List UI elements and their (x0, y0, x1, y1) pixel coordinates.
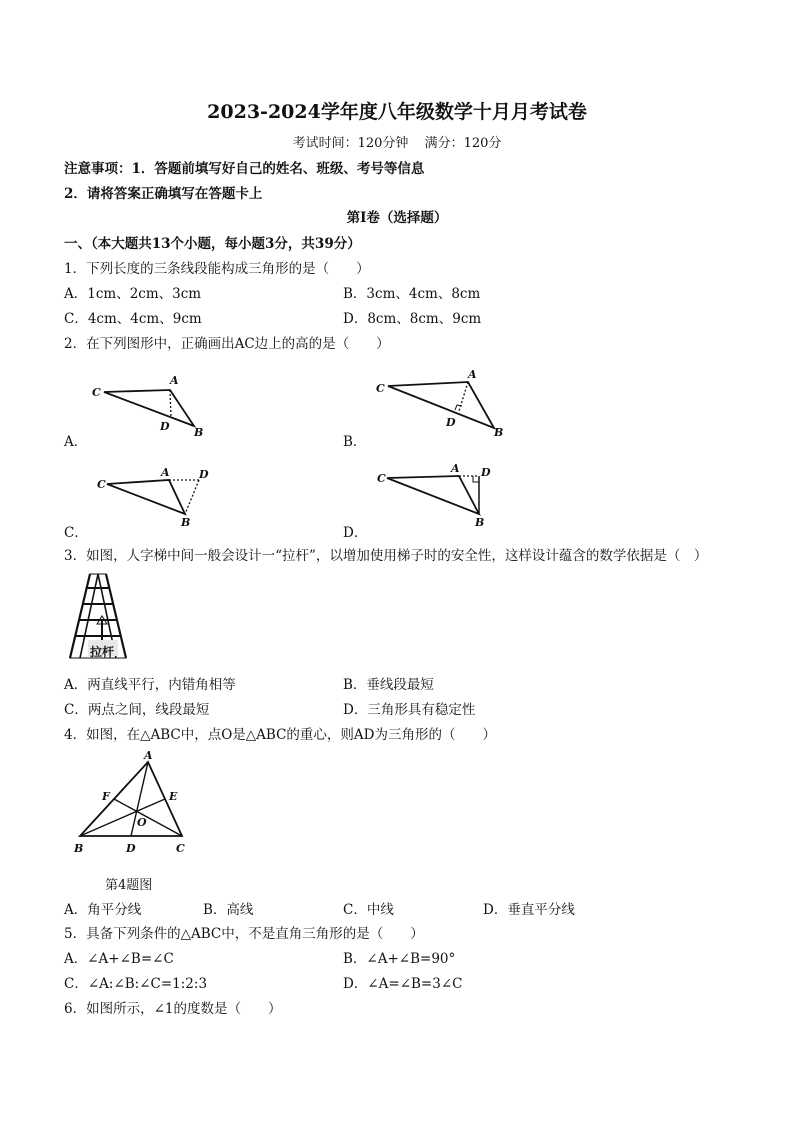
label-b: B (194, 426, 204, 439)
question-6-stem: 6．如图所示，∠1的度数是（ ） (64, 1001, 282, 1017)
label-a: A (468, 368, 477, 381)
label-e: E (169, 790, 178, 803)
question-4-option-c: C．中线 (343, 902, 394, 918)
label-a: A (451, 462, 460, 475)
question-1-option-c: C．4cm、4cm、9cm (64, 311, 202, 327)
label-c: C (176, 842, 185, 855)
label-d: D (160, 420, 170, 433)
question-4-stem: 4．如图，在△ABC中，点O是△ABC的重心，则AD为三角形的（ ） (64, 727, 496, 743)
label-c: C (376, 382, 385, 395)
label-d: D (481, 466, 491, 479)
label-b: B (475, 516, 485, 529)
question-2-figure-c (95, 464, 225, 529)
question-2-option-c: C． (64, 525, 88, 541)
question-1-stem: 1．下列长度的三条线段能构成三角形的是（ ） (64, 261, 370, 277)
label-c: C (377, 472, 386, 485)
question-4-figure (70, 750, 200, 858)
exam-time: 考试时间：120分钟 (292, 136, 409, 151)
question-5-stem: 5．具备下列条件的△ABC中，不是直角三角形的是（ ） (64, 926, 424, 942)
question-2-option-b: B． (343, 434, 367, 450)
question-5-option-d: D．∠A=∠B=3∠C (343, 976, 463, 992)
full-score: 满分：120分 (424, 136, 502, 151)
question-5-option-c: C．∠A:∠B:∠C=1:2:3 (64, 976, 208, 992)
question-3-stem: 3．如图，人字梯中间一般会设计一“拉杆”，以增加使用梯子时的安全性，这样设计蕴含的数学依据是（ ） (64, 548, 708, 564)
label-f: F (102, 790, 110, 803)
label-o: O (137, 816, 147, 829)
label-d: D (199, 468, 209, 481)
label-d: D (126, 842, 136, 855)
label-c: C (97, 478, 106, 491)
question-4-option-a: A．角平分线 (64, 902, 142, 918)
question-4-option-d: D．垂直平分线 (483, 902, 575, 918)
question-3-option-c: C．两点之间，线段最短 (64, 702, 210, 718)
question-4-option-b: B．高线 (203, 902, 254, 918)
question-2-option-d: D． (343, 525, 368, 541)
label-c: C (92, 386, 101, 399)
ladder-caption: 拉杆 (90, 645, 115, 659)
label-b: B (74, 842, 84, 855)
question-2-figure-b (372, 368, 512, 443)
question-3-option-d: D．三角形具有稳定性 (343, 702, 476, 718)
volume-title: 第I卷（选择题） (346, 210, 448, 226)
notes-line-1: 注意事项：1．答题前填写好自己的姓名、班级、考号等信息 (64, 161, 425, 177)
question-1-option-a: A．1cm、2cm、3cm (64, 286, 202, 302)
question-1-option-d: D．8cm、8cm、9cm (343, 311, 482, 327)
question-3-option-b: B．垂线段最短 (343, 677, 434, 693)
question-5-option-a: A．∠A+∠B=∠C (64, 951, 174, 967)
label-a: A (170, 374, 179, 387)
question-2-option-a: A． (64, 434, 88, 450)
question-2-stem: 2．在下列图形中，正确画出AC边上的高的是（ ） (64, 336, 390, 352)
label-d: D (446, 416, 456, 429)
label-b: B (181, 516, 191, 529)
question-1-option-b: B．3cm、4cm、8cm (343, 286, 481, 302)
exam-info (0, 132, 794, 151)
question-2-figure-a (90, 370, 220, 440)
label-a: A (161, 466, 170, 479)
label-a: A (144, 749, 153, 762)
page-title: 2023-2024学年度八年级数学十月月考试卷 (207, 101, 587, 123)
label-b: B (494, 426, 504, 439)
question-5-option-b: B．∠A+∠B=90° (343, 951, 456, 967)
notes-line-2: 2．请将答案正确填写在答题卡上 (64, 186, 263, 202)
section-title: 一、（本大题共13个小题，每小题3分，共39分） (64, 236, 361, 252)
question-3-option-a: A．两直线平行，内错角相等 (64, 677, 236, 693)
question-2-figure-d (375, 462, 505, 530)
question-4-figure-caption: 第4题图 (105, 878, 153, 893)
